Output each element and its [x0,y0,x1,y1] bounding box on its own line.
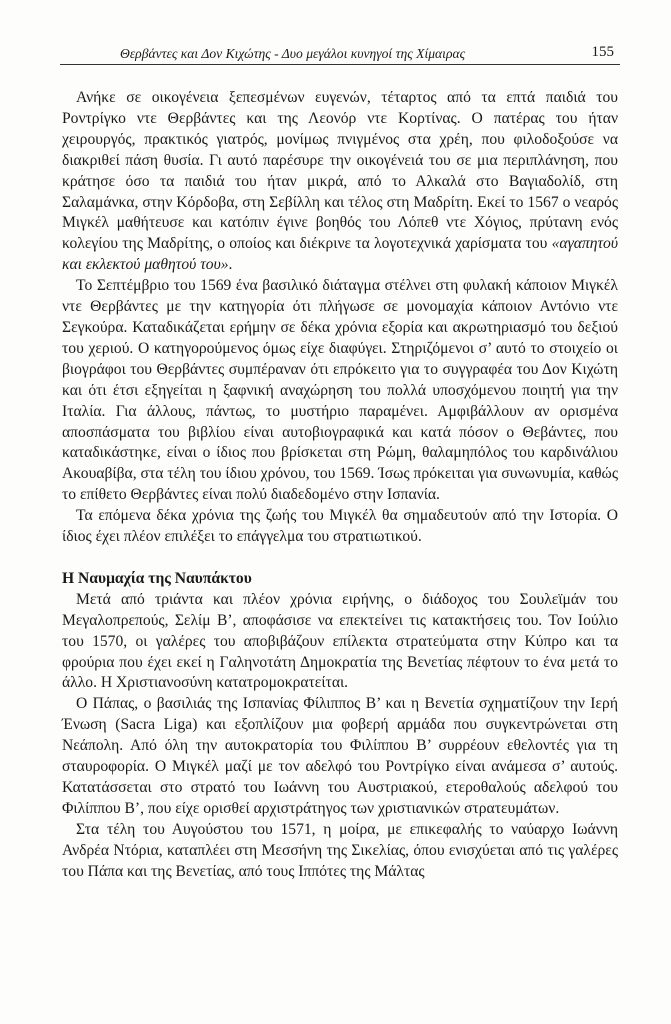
paragraph-1-end: . [228,256,233,274]
paragraph-3: Τα επόμενα δέκα χρόνια της ζωής του Μιγκέλ θα σημαδευτούν από την Ιστορία. Ο ίδιος έχει πλέον επιλέξει το επάγγελμα του στρατιωτικού. [62,507,618,546]
paragraph-2: Το Σεπτέμβριο του 1569 ένα βασιλικό διάταγμα στέλνει στη φυλακή κάποιον Μιγκέλ ντε Θερβάντες με την κατηγορία ότι πλήγωσε σε μονομαχία κάποιον Αντόνιο ντε Σεγκούρα. Καταδικάζεται ερήμην σε δέκα χρόνια εξορία και ακρωτηριασμό του δεξιού του χεριού. Ο κατηγορούμενος όμως είχε διαφύγει. Στηριζόμενοι σ’ αυτό το στοιχείο οι βιογράφοι του Θερβάντες συμπέραναν ότι επρόκειτο για το συγγραφέα του Δον Κιχώτη και ότι έτσι εξηγείται η ξαφνική αναχώρηση του πολλά υποσχόμενου ποιητή για την Ιταλία. Για άλλους, πάντως, το μυστήριο παραμένει. Αμφιβάλλουν αν ορισμένα αποσπάσματα του βιβλίου είναι αυτοβιογραφικά και κατά πόσον ο Θεβάντες, που καταδικάστηκε, είναι ο ίδιος που βρίσκεται στη Ρώμη, θαλαμηπόλος του καρδινάλιου Ακουαβίβα, στα τέλη του ίδιου χρόνου, του 1569. Ίσως πρόκειται για συνωνυμία, καθώς το επίθετο Θερβάντες είναι πολύ διαδεδομένο στην Ισπανία. [62,277,618,504]
paragraph-4: Μετά από τριάντα και πλέον χρόνια ειρήνης, ο διάδοχος του Σουλεϊμάν του Μεγαλοπρεπούς, Σελίμ Β’, αποφάσισε να επεκτείνει τις κατακτήσεις του. Τον Ιούλιο του 1570, οι γαλέρες του αποβιβάζουν επίλεκτα στρατεύματα στην Κύπρο και τα φρούρια που έχει εκεί η Γαληνοτάτη Δημοκρατία της Βενετίας πέφτουν το ένα μετά το άλλο. Η Χριστιανοσύνη κατατρομοκρατείται. [62,590,618,692]
paragraph-6: Στα τέλη του Αυγούστου του 1571, η μοίρα, με επικεφαλής το ναύαρχο Ιωάννη Ανδρέα Ντόρια, καταπλέει στη Μεσσήνη της Σικελίας, όπου ενισχύεται από τις γαλέρες του Πάπα και της Βενετίας, από τους Ιππότες της Μάλτας [62,820,618,880]
body-text [62,88,618,883]
paragraph-1 [62,88,618,276]
paragraph-1-quote: «αγαπητού και εκλεκτού μαθητού του» [62,235,618,274]
paragraph-1-text: Ανήκε σε οικογένεια ξεπεσμένων ευγενών, τέταρτος από τα επτά παιδιά του Ροντρίγκο ντε Θερβάντες και της Λεονόρ ντε Κορτίνας. Ο πατέρας του ήταν χειρουργός, πρακτικός γιατρός, μονίμως πνιγμένος στα χρέη, που φιλοδοξούσε να διακριθεί πάση θυσία. Γι αυτό παρέσυρε την οικογένειά του σε μια περιπλάνηση, που κράτησε όσο τα παιδιά του ήταν μικρά, από το Αλκαλά στο Βαγιαδολίδ, στη Σαλαμάνκα, στην Κόρδοβα, στη Σεβίλλη και τέλος στη Μαδρίτη. Εκεί το 1567 ο νεαρός Μιγκέλ μαθήτευσε και κατόπιν έγινε βοηθός του Λόπεθ ντε Χόγιος, πρύτανη ενός κολεγίου της Μαδρίτης, ο οποίος και διέκρινε τα λογοτεχνικά χαρίσματα του [62,89,618,253]
running-title: Θερβάντες και Δον Κιχώτης - Δυο μεγάλοι κυνηγοί της Χίμαιρας [120,46,466,61]
section-heading: Η Ναυμαχία της Ναυπάκτου [62,569,252,587]
running-header [60,42,620,65]
paragraph-5: Ο Πάπας, ο βασιλιάς της Ισπανίας Φίλιππος Β’ και η Βενετία σχηματίζουν την Ιερή Ένωση (Sacra Liga) και εξοπλίζουν μια φοβερή αρμάδα που συγκεντρώνεται στη Νεάπολη. Από όλη την αυτοκρατορία του Φιλίππου Β’ συρρέουν εθελοντές για τη σταυροφορία. Ο Μιγκέλ μαζί με τον αδελφό του Ροντρίγκο είναι ανάμεσα σ’ αυτούς. Κατατάσσεται στο στρατό του Ιωάννη του Αυστριακού, ετεροθαλούς αδελφού του Φιλίππου Β’, που είχε ορισθεί αρχιστράτηγος των χριστιανικών στρατευμάτων. [62,695,618,817]
page-number: 155 [591,44,614,60]
